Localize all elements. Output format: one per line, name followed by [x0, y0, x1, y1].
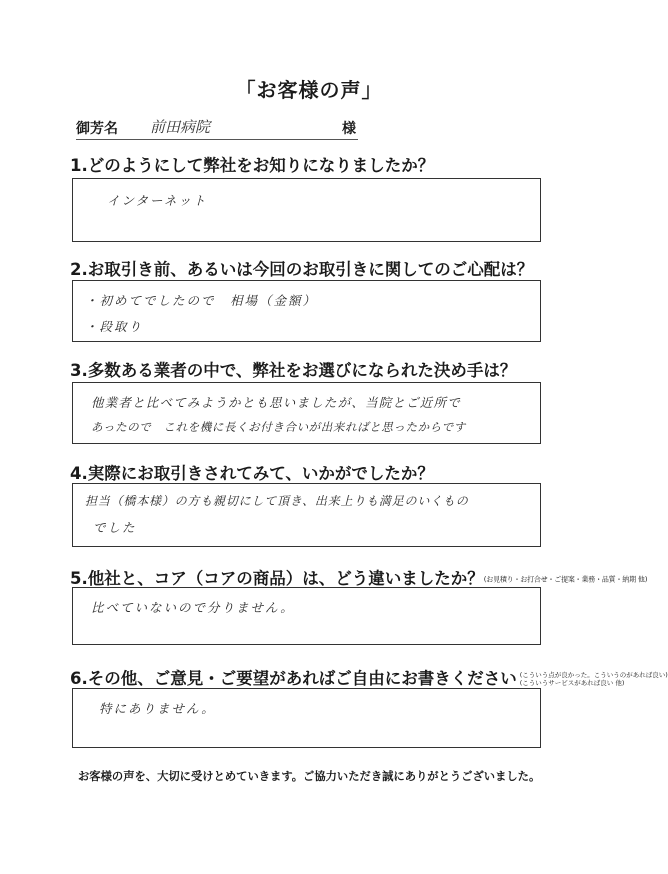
- name-underline: [76, 139, 358, 140]
- question-6: [70, 665, 668, 689]
- answer-2-line-2: ・段取り: [85, 319, 144, 334]
- name-label: 御芳名: [76, 121, 118, 137]
- question-6-note-line-2: (こういうサービスがあれば良い 他): [519, 678, 625, 687]
- answer-3-line-1: 他業者と比べてみようかとも思いましたが、当院とご近所で: [91, 395, 461, 410]
- answer-2-line-1: ・初めてでしたので 相場（金額）: [85, 293, 318, 308]
- answer-box-5: [72, 587, 541, 645]
- question-1: 1.どのようにして弊社をお知りになりましたか？: [70, 156, 435, 175]
- question-6-note-line-1: (こういう点が良かった。こういうのがあれば良い): [519, 671, 668, 679]
- answer-4-line-1: 担当（橋本様）の方も親切にして頂き、出来上りも満足のいくもの: [85, 494, 469, 508]
- question-5-note: (お見積り・お打合せ・ご提案・業務・品質・納期 他): [483, 575, 648, 584]
- answer-box-3: [72, 382, 541, 444]
- answer-5-line-1: 比べていないので分りません。: [91, 600, 295, 615]
- question-5-text: 5.他社と、コア（コアの商品）は、どう違いましたか？: [70, 569, 484, 588]
- answer-4-line-2: でした: [93, 520, 137, 535]
- footer-message: お客様の声を、大切に受けとめていきます。ご協力いただき誠にありがとうございました。: [78, 770, 541, 783]
- name-value: 前田病院: [150, 118, 211, 136]
- answer-3-line-2: あったので これを機に長くお付き合いが出来ればと思ったからです: [91, 420, 466, 434]
- answer-1-line-1: インターネット: [107, 193, 208, 208]
- question-4: 4.実際にお取引きされてみて、いかがでしたか？: [70, 464, 434, 483]
- answer-6-line-1: 特にありません。: [99, 701, 216, 716]
- question-6-note: [520, 672, 668, 687]
- form-title: 「お客様の声」: [235, 78, 383, 102]
- question-6-text: 6.その他、ご意見・ご要望があればご自由にお書きください: [70, 669, 517, 688]
- question-5: [70, 565, 647, 589]
- question-2: 2.お取引き前、あるいは今回のお取引きに関してのご心配は？: [70, 260, 534, 279]
- answer-box-6: [72, 688, 541, 748]
- answer-box-4: [72, 483, 541, 547]
- name-suffix: 様: [342, 121, 356, 137]
- name-row: [76, 114, 358, 140]
- answer-box-1: [72, 178, 541, 242]
- question-3: 3.多数ある業者の中で、弊社をお選びになられた決め手は？: [70, 361, 517, 380]
- answer-box-2: [72, 280, 541, 342]
